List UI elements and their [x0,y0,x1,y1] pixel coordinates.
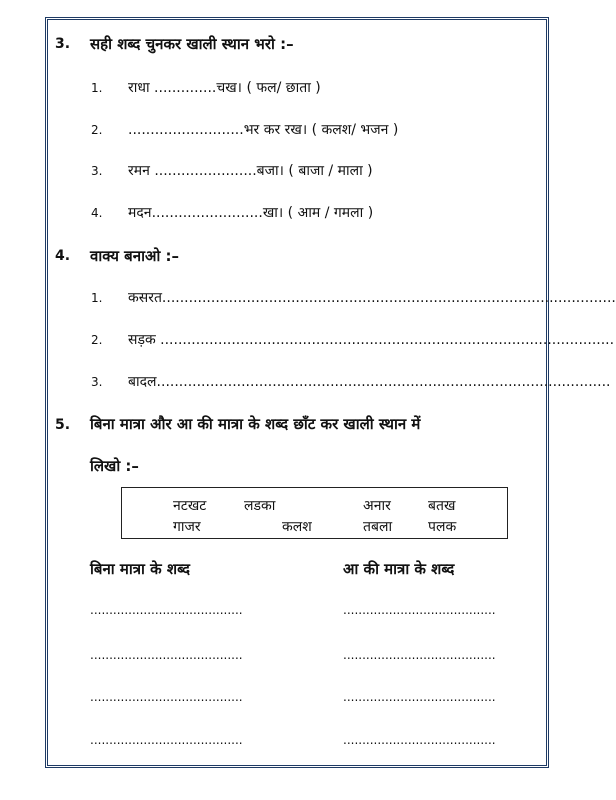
answer-blank[interactable]: ........................................ [90,690,243,704]
q5-title-line1: बिना मात्रा और आ की मात्रा के शब्द छाँट कर खाली स्थान में [90,415,421,433]
q3-item-2-number: 2. [91,123,103,137]
answer-blank[interactable]: ........................................ [343,733,496,747]
q3-item-4-text: मदन.........................खा। ( आम / गमला ) [128,205,374,221]
word-bank-item: कलश [282,519,312,535]
answer-blank[interactable]: ........................................ [90,603,243,617]
q3-item-3-number: 3. [91,164,103,178]
q4-item-2-text: सड़क ...................................................................................................... [128,332,615,348]
q4-item-3-number: 3. [91,375,103,389]
q3-item-1-text: राधा ..............चख। ( फल/ छाता ) [128,80,321,96]
answer-blank[interactable]: ........................................ [343,648,496,662]
q3-item-1-number: 1. [91,81,103,95]
word-bank-box [121,487,508,539]
q4-item-1-text: कसरत...................................................................................................... [128,290,616,306]
word-bank-item: नटखट [173,498,207,514]
q5-number: 5. [55,417,71,433]
word-bank-item: पलक [428,519,457,535]
col-heading-without-matra: बिना मात्रा के शब्द [90,560,191,578]
q4-item-3-text: बादल...................................................................................................... [128,374,611,390]
word-bank-item: गाजर [173,519,201,535]
answer-blank[interactable]: ........................................ [90,648,243,662]
q4-item-1-number: 1. [91,291,103,305]
q3-title: सही शब्द चुनकर खाली स्थान भरो :– [90,35,294,53]
q3-item-3-text: रमन .......................बजा। ( बाजा / माला ) [128,163,373,179]
q4-number: 4. [55,248,71,264]
q3-number: 3. [55,36,71,52]
word-bank-item: लडका [244,498,276,514]
q4-title: वाक्य बनाओ :– [90,247,180,265]
q3-item-2-text: ..........................भर कर रख। ( कलश/ भजन ) [128,122,399,138]
answer-blank[interactable]: ........................................ [90,733,243,747]
q4-item-2-number: 2. [91,333,103,347]
answer-blank[interactable]: ........................................ [343,603,496,617]
q5-title-line2: लिखो :– [90,457,139,475]
col-heading-aa-matra: आ की मात्रा के शब्द [343,560,455,578]
q3-item-4-number: 4. [91,206,103,220]
word-bank-item: तबला [363,519,393,535]
answer-blank[interactable]: ........................................ [343,690,496,704]
word-bank-item: बतख [428,498,456,514]
word-bank-item: अनार [363,498,391,514]
